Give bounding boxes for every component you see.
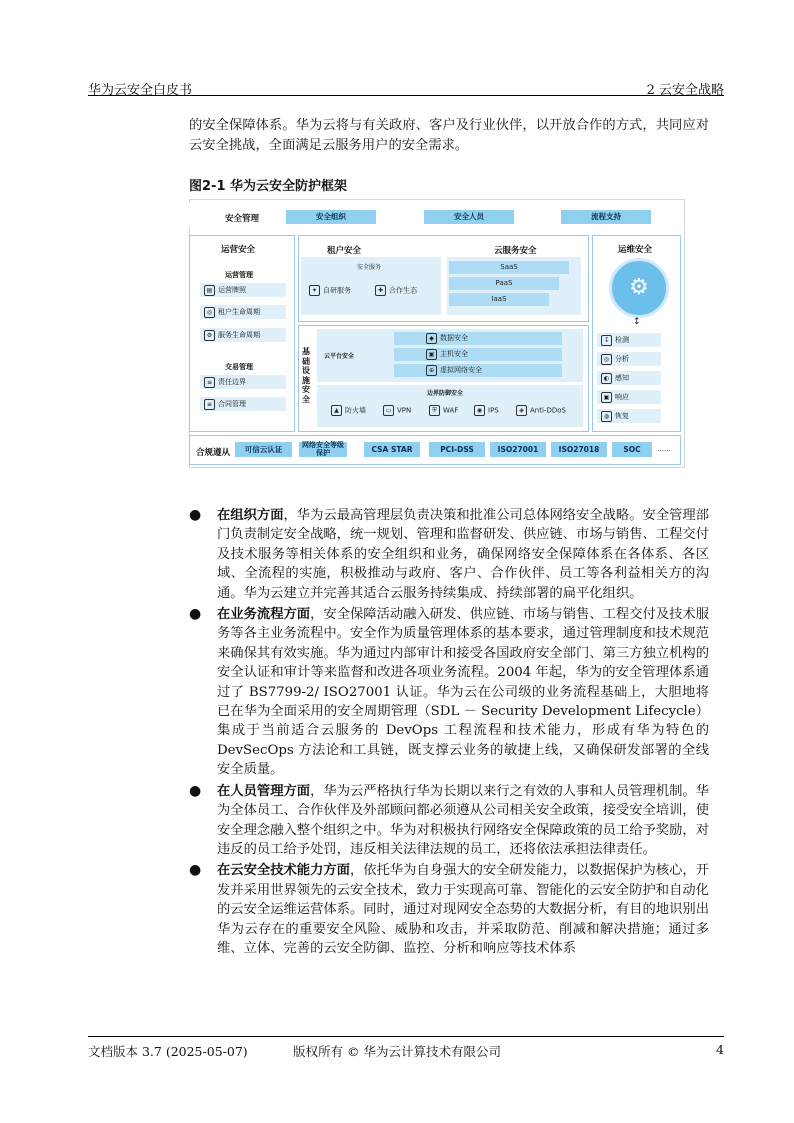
compliance-item: SOC bbox=[612, 442, 652, 457]
network-icon: ⊕ bbox=[426, 365, 437, 376]
list-item: ● 在组织方面，华为云最高管理层负责决策和批准公司总体网络安全战略。安全管理部门负责制定安全战略，统一规划、管理和监督研发、供应链、市场与销售、工程交付及技术服务等相关体系的安全组织和业务，确保网络安全保障体系在各体系、各区域、全流程的实施，积极推动与政府、客户、合作伙伴、员工等各利益相关方的沟通。华为云建立并完善其适合云服务持续集成、持续部署的扁平化组织。 bbox=[189, 507, 710, 601]
ips-icon: ◉ bbox=[474, 405, 485, 416]
compliance-item: ISO27018 bbox=[551, 442, 607, 457]
page-number: 4 bbox=[716, 1042, 724, 1057]
host-icon: ▣ bbox=[426, 349, 437, 360]
ops-sub2: 交易管理 bbox=[225, 363, 253, 371]
intro-paragraph: 的安全保障体系。华为云将与有关政府、客户及行业伙伴，以开放合作的方式，共同应对云安全挑战，全面满足云服务用户的安全需求。 bbox=[189, 118, 709, 153]
saas-bar: SaaS bbox=[449, 261, 569, 274]
waf-icon: ⛨ bbox=[429, 405, 440, 416]
figure-caption: 图2-1 华为云安全防护框架 bbox=[189, 179, 348, 194]
bullet-icon: ● bbox=[189, 507, 202, 523]
security-framework-figure bbox=[189, 199, 684, 467]
page-footer bbox=[88, 1036, 724, 1059]
border-item: ▭ VPN bbox=[383, 405, 411, 416]
pill-security-org: 安全组织 bbox=[286, 210, 376, 224]
sense-icon: ◐ bbox=[601, 373, 612, 384]
doc-version: 文档版本 3.7 (2025-05-07) bbox=[88, 1044, 248, 1059]
border-title: 边界防御安全 bbox=[427, 390, 464, 397]
ops-title: 运营安全 bbox=[221, 245, 256, 255]
users-icon: ◎ bbox=[204, 307, 215, 318]
data-icon: ◆ bbox=[426, 333, 437, 344]
tools-gear-icon: ⚙ bbox=[609, 258, 669, 318]
border-item: ◉ IPS bbox=[474, 405, 499, 416]
tenant-sub: 安全服务 bbox=[357, 264, 382, 271]
border-item: ⛨ WAF bbox=[429, 405, 458, 416]
page-header bbox=[88, 79, 724, 96]
compliance-item: 网络安全等级保护 bbox=[299, 442, 347, 457]
maint-item: ▣ 响应 bbox=[597, 390, 661, 404]
partner-icon: ✚ bbox=[375, 285, 386, 296]
platform-item: ⊕ 虚拟网络安全 bbox=[394, 364, 562, 377]
compliance-more: …… bbox=[657, 445, 671, 453]
compliance-item: 可信云认证 bbox=[235, 442, 292, 457]
maint-item: ↧ 检测 bbox=[597, 333, 661, 347]
paas-bar: PaaS bbox=[449, 277, 559, 290]
pill-security-staff: 安全人员 bbox=[424, 210, 514, 224]
bullet-icon: ● bbox=[189, 862, 202, 879]
compliance-item: CSA STAR bbox=[364, 442, 420, 457]
ops-item: ⚙ 服务生命周期 bbox=[200, 328, 286, 342]
platform-item: ◆ 数据安全 bbox=[394, 332, 562, 345]
management-label: 安全管理 bbox=[225, 214, 260, 224]
maint-item: ◍ 恢复 bbox=[597, 409, 661, 423]
border-item: ◈ Anti-DDoS bbox=[516, 405, 566, 416]
list-item: ● 在业务流程方面，安全保障活动融入研发、供应链、市场与销售、工程交付及技术服务等各主业务流程中。安全作为质量管理体系的基本要求，通过管理制度和技术规范来确保其有效实施。华为通过内部审计和接受各国政府安全部门、第三方独立机构的安全认证和审计等来监督和改进各项业务流程。2004 年起，华为的安全管理体系通过了 BS7799-2/ ISO27001 认证。华为云在公司级的业务流程基础上，大胆地将已在华为全面采用的安全周期管理（SDL － Security Development Lifecycle）集成于当前适合云服务的 DevOps 工程流程和技术能力，形成有华为特色的 DevSecOps 方法论和工具链，既支撑云业务的敏捷上线，又确保研发部署的全线安全质量。 bbox=[189, 606, 710, 778]
compliance-item: PCI-DSS bbox=[429, 442, 485, 457]
recover-icon: ◍ bbox=[601, 411, 612, 422]
maint-item: ◐ 感知 bbox=[597, 371, 661, 385]
bullet-list bbox=[189, 506, 709, 960]
ops-item: ▤ 运营牌照 bbox=[200, 283, 286, 297]
ops-sub1: 运营管理 bbox=[225, 271, 253, 279]
ddos-icon: ◈ bbox=[516, 405, 527, 416]
analyze-icon: ◎ bbox=[601, 354, 612, 365]
maint-item: ◎ 分析 bbox=[597, 352, 661, 366]
maint-title: 运维安全 bbox=[618, 245, 653, 255]
detect-icon: ↧ bbox=[601, 335, 612, 346]
respond-icon: ▣ bbox=[601, 392, 612, 403]
cloudsvc-title: 云服务安全 bbox=[494, 246, 537, 256]
header-chapter: 2 云安全战略 bbox=[646, 83, 724, 98]
contract-icon: ≡ bbox=[204, 399, 215, 410]
infra-title: 基础设施安全 bbox=[302, 347, 310, 404]
compliance-item: ISO27001 bbox=[490, 442, 546, 457]
compliance-label: 合规遵从 bbox=[196, 448, 231, 458]
service-icon: ⚙ bbox=[204, 330, 215, 341]
platform-item: ▣ 主机安全 bbox=[394, 348, 562, 361]
header-title: 华为云安全白皮书 bbox=[88, 83, 193, 98]
pill-process-support: 流程支持 bbox=[561, 210, 651, 224]
list-item: ● 在云安全技术能力方面，依托华为自身强大的安全研发能力，以数据保护为核心，开发并采用世界领先的云安全技术，致力于实现高可靠、智能化的云安全防护和自动化的云安全运维运营体系。同时，通过对现网安全态势的大数据分析，有目的地识别出华为云存在的重要安全风险、威胁和攻击，并采取防范、削减和解决措施；通过多维、立体、完善的云安全防御、监控、分析和响应等技术体系 bbox=[189, 862, 710, 956]
border-item: ▲ 防火墙 bbox=[331, 405, 366, 416]
bullet-icon: ● bbox=[189, 782, 202, 799]
ops-item: ≡ 合同管理 bbox=[200, 397, 286, 411]
document-icon: ≡ bbox=[204, 377, 215, 388]
ops-item: ◎ 租户生命周期 bbox=[200, 305, 286, 319]
license-icon: ▤ bbox=[204, 285, 215, 296]
ops-item: ≡ 责任边界 bbox=[200, 375, 286, 389]
firewall-icon: ▲ bbox=[331, 405, 342, 416]
tenant-item: ✚ 合作生态 bbox=[375, 285, 417, 296]
rocket-icon: ✦ bbox=[309, 285, 320, 296]
arrow-updown-icon: ↕ bbox=[633, 317, 641, 327]
tenant-title: 租户安全 bbox=[327, 246, 362, 256]
bullet-icon: ● bbox=[189, 606, 202, 623]
copyright: 版权所有 © 华为云计算技术有限公司 bbox=[293, 1044, 501, 1059]
tenant-item: ✦ 自研服务 bbox=[309, 285, 351, 296]
platform-title: 云平台安全 bbox=[324, 353, 355, 360]
vpn-icon: ▭ bbox=[383, 405, 394, 416]
list-item: ● 在人员管理方面，华为云严格执行华为长期以来行之有效的人事和人员管理机制。华为全体员工、合作伙伴及外部顾问都必须遵从公司相关安全政策，接受安全培训，使安全理念融入整个组织之中。华为对积极执行网络安全保障政策的员工给予奖励，对违反的员工给予处罚，违反相关法律法规的员工，还将依法承担法律责任。 bbox=[189, 782, 710, 857]
iaas-bar: IaaS bbox=[449, 293, 549, 306]
